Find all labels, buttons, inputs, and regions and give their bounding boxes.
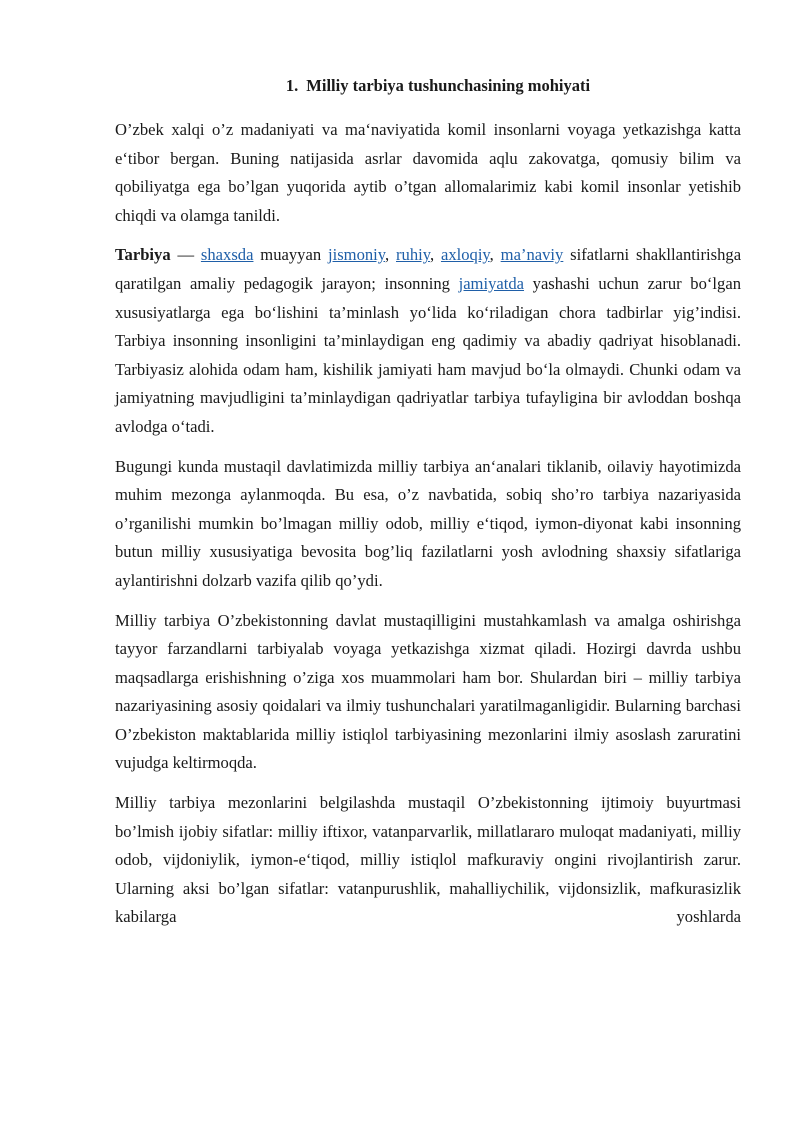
link-jismoniy[interactable]: jismoniy	[327, 245, 385, 265]
paragraph-definition	[115, 241, 741, 441]
document-page	[115, 72, 741, 943]
link-jamiyatda[interactable]: jamiyatda	[458, 273, 525, 293]
link-ruhiy[interactable]: ruhiy	[396, 245, 430, 265]
section-heading	[135, 72, 741, 100]
definition-text-3: yashashi uchun zarur bo‘lgan xususiyatlarga ega bo‘lishini ta’minlash yo‘lida ko‘riladigan chora tadbirlar yig’indisi. Tarbiya insonning insonligini ta’minlaydigan eng qadimiy va abadiy qadriyat hisoblanadi. Tarbiyasiz alohida odam ham, kishilik jamiyati ham mavjud bo‘la olmaydi. Chunki odam va jamiyatning mavjudligini ta’minlaydigan qadriyatlar tarbiya tufayligina bir avloddan boshqa avlodga o‘tadi.	[115, 273, 741, 436]
separator: ,	[429, 245, 441, 265]
definition-text-1: muayyan	[253, 245, 328, 265]
section-title: Milliy tarbiya tushunchasining mohiyati	[306, 76, 591, 95]
link-shaxsda[interactable]: shaxsda	[200, 245, 254, 265]
definition-dash: —	[170, 245, 201, 265]
link-manaviy[interactable]: ma’naviy	[500, 245, 564, 265]
separator: ,	[385, 245, 396, 265]
paragraph-criteria: Milliy tarbiya mezonlarini belgilashda mustaqil O’zbekistonning ijtimoiy buyurtmasi bo’lmish ijobiy sifatlar: milliy iftixor, vatanparvarlik, millatlararo muloqat madaniyati, milliy odob, vijdoniylik, iymon-e‘tiqod, milliy istiqlol mafkuraviy ongini rivojlantirish zarur. Ularning aksi bo’lgan sifatlar: vatanpurushlik, mahalliychilik, vijdonsizlik, mafkurasizlik kabilarga yoshlarda	[115, 793, 741, 927]
section-number: 1.	[285, 76, 299, 95]
paragraph-intro: O’zbek xalqi o’z madaniyati va ma‘naviyatida komil insonlarni voyaga yetkazishga katta e‘tibor bergan. Buning natijasida asrlar davomida aqlu zakovatga, qomusiy bilim va qobiliyatga ega bo’lgan yuqorida aytib o’tgan allomalarimiz kabi komil insonlar yetishib chiqdi va olamga tanildi.	[115, 120, 741, 225]
term-tarbiya: Tarbiya	[115, 245, 171, 265]
separator: ,	[489, 245, 501, 265]
definition-text-2: sifatlarni shakllantirishga qaratilgan amaliy pedagogik jarayon; insonning	[115, 245, 742, 293]
paragraph-national-education: Milliy tarbiya O’zbekistonning davlat mustaqilligini mustahkamlash va amalga oshirishga tayyor farzandlarni tarbiyalab voyaga yetkazishga xizmat qiladi. Hozirgi davrda ushbu maqsadlarga erishishning o’ziga xos muammolari ham bor. Shulardan biri – milliy tarbiya nazariyasining asosiy qoidalari va ilmiy tushunchalari yaratilmaganligidir. Bularning barchasi O’zbekiston maktablarida milliy istiqlol tarbiyasining mezonlarini ilmiy asoslash zaruratini vujudga keltirmoqda.	[115, 610, 741, 773]
link-axloqiy[interactable]: axloqiy	[440, 245, 490, 265]
paragraph-current-day: Bugungi kunda mustaqil davlatimizda milliy tarbiya an‘analari tiklanib, oilaviy hayotimizda muhim mezonga aylanmoqda. Bu esa, o’z navbatida, sobiq sho’ro tarbiya nazariyasida o’rganilishi mumkin bo’lmagan milliy odob, milliy e‘tiqod, iymon-diyonat kabi insonning butun milliy xususiyatiga bevosita bog’liq fazilatlarni yosh avlodning shaxsiy sifatlariga aylantirishni dolzarb vazifa qilib qo’ydi.	[115, 456, 741, 590]
